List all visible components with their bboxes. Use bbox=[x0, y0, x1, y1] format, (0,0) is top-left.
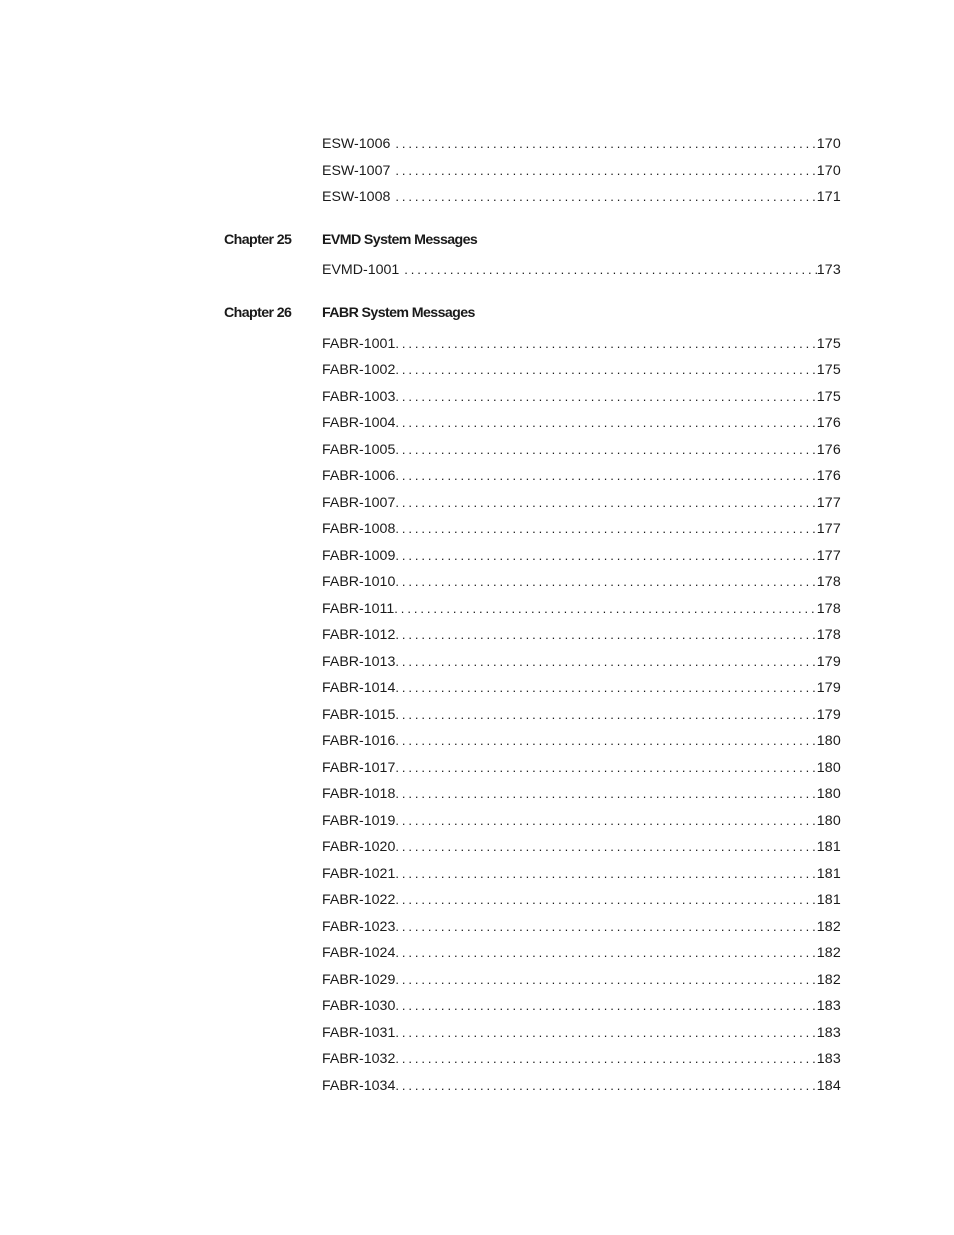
toc-entry[interactable] bbox=[322, 599, 841, 619]
toc-entry-label: EVMD-1001 bbox=[322, 262, 400, 278]
toc-entry-page: 180 bbox=[816, 813, 841, 829]
toc-entry-page: 175 bbox=[816, 362, 841, 378]
toc-entry[interactable] bbox=[322, 1049, 841, 1069]
dot-leader bbox=[395, 705, 816, 725]
dot-leader bbox=[395, 360, 816, 380]
toc-entry[interactable] bbox=[322, 705, 841, 725]
toc-entry-page: 176 bbox=[816, 442, 841, 458]
toc-entry-label: FABR-1017 bbox=[322, 760, 396, 776]
toc-entry-page: 183 bbox=[816, 1025, 841, 1041]
toc-entry-page: 175 bbox=[816, 336, 841, 352]
dot-leader bbox=[395, 387, 816, 407]
toc-entry-label: FABR-1034 bbox=[322, 1078, 396, 1094]
toc-entry-page: 180 bbox=[816, 786, 841, 802]
dot-leader bbox=[395, 334, 816, 354]
toc-entry[interactable] bbox=[322, 943, 841, 963]
toc-entry-label: FABR-1032 bbox=[322, 1051, 396, 1067]
toc-entry-label: FABR-1031 bbox=[322, 1025, 396, 1041]
toc-entry-label: FABR-1030 bbox=[322, 998, 396, 1014]
dot-leader bbox=[395, 784, 816, 804]
toc-entry-page: 176 bbox=[816, 468, 841, 484]
toc-entry[interactable] bbox=[322, 678, 841, 698]
dot-leader bbox=[395, 134, 816, 154]
toc-entry[interactable] bbox=[322, 334, 841, 354]
toc-entry-page: 173 bbox=[816, 262, 841, 278]
toc-entry-page: 180 bbox=[816, 760, 841, 776]
dot-leader bbox=[395, 890, 816, 910]
dot-leader bbox=[395, 864, 816, 884]
dot-leader bbox=[395, 161, 816, 181]
dot-leader bbox=[395, 996, 816, 1016]
dot-leader bbox=[395, 837, 816, 857]
toc-entry[interactable] bbox=[322, 837, 841, 857]
toc-entry[interactable] bbox=[322, 161, 841, 181]
toc-entry[interactable] bbox=[322, 546, 841, 566]
chapter-title[interactable]: FABR System Messages bbox=[322, 305, 475, 321]
toc-entry[interactable] bbox=[322, 134, 841, 154]
toc-entry-label: ESW-1008 bbox=[322, 189, 391, 205]
toc-entry[interactable] bbox=[322, 413, 841, 433]
toc-entry[interactable] bbox=[322, 466, 841, 486]
toc-entry-label: FABR-1011 bbox=[322, 601, 395, 617]
toc-entry[interactable] bbox=[322, 519, 841, 539]
toc-entry-page: 178 bbox=[816, 627, 841, 643]
toc-entry[interactable] bbox=[322, 731, 841, 751]
dot-leader bbox=[395, 943, 816, 963]
toc-entry[interactable] bbox=[322, 493, 841, 513]
toc-entry-page: 170 bbox=[816, 136, 841, 152]
toc-entry-label: FABR-1020 bbox=[322, 839, 396, 855]
toc-entry-page: 184 bbox=[816, 1078, 841, 1094]
toc-entry[interactable] bbox=[322, 572, 841, 592]
dot-leader bbox=[395, 678, 816, 698]
toc-entry-page: 182 bbox=[816, 972, 841, 988]
toc-entry-page: 182 bbox=[816, 919, 841, 935]
toc-entry[interactable] bbox=[322, 260, 841, 280]
toc-entry-label: FABR-1029 bbox=[322, 972, 396, 988]
toc-entry-page: 176 bbox=[816, 415, 841, 431]
chapter-number: Chapter 26 bbox=[224, 305, 292, 321]
dot-leader bbox=[395, 1049, 816, 1069]
toc-entry[interactable] bbox=[322, 917, 841, 937]
toc-entry[interactable] bbox=[322, 1023, 841, 1043]
toc-entry-label: FABR-1012 bbox=[322, 627, 396, 643]
chapter-title[interactable]: EVMD System Messages bbox=[322, 232, 478, 248]
toc-entry[interactable] bbox=[322, 440, 841, 460]
toc-entry-label: FABR-1019 bbox=[322, 813, 396, 829]
toc-entry-page: 177 bbox=[816, 548, 841, 564]
toc-entry[interactable] bbox=[322, 864, 841, 884]
dot-leader bbox=[404, 260, 816, 280]
toc-entry[interactable] bbox=[322, 625, 841, 645]
toc-entry-label: FABR-1024 bbox=[322, 945, 396, 961]
toc-entry-page: 170 bbox=[816, 163, 841, 179]
dot-leader bbox=[394, 599, 816, 619]
dot-leader bbox=[395, 493, 816, 513]
dot-leader bbox=[395, 466, 816, 486]
toc-entry-page: 179 bbox=[816, 654, 841, 670]
toc-entry-page: 180 bbox=[816, 733, 841, 749]
toc-entry-page: 178 bbox=[816, 574, 841, 590]
dot-leader bbox=[395, 413, 816, 433]
toc-entry-page: 171 bbox=[816, 189, 841, 205]
toc-entry-label: FABR-1010 bbox=[322, 574, 396, 590]
toc-entry[interactable] bbox=[322, 652, 841, 672]
toc-entry-page: 181 bbox=[816, 892, 841, 908]
dot-leader bbox=[395, 519, 816, 539]
toc-entry[interactable] bbox=[322, 784, 841, 804]
toc-entry[interactable] bbox=[322, 360, 841, 380]
toc-entry-page: 179 bbox=[816, 680, 841, 696]
toc-entry[interactable] bbox=[322, 970, 841, 990]
dot-leader bbox=[395, 731, 816, 751]
toc-entry-label: FABR-1016 bbox=[322, 733, 396, 749]
toc-entry-label: FABR-1001 bbox=[322, 336, 396, 352]
toc-entry-page: 182 bbox=[816, 945, 841, 961]
dot-leader bbox=[395, 187, 816, 207]
toc-entry-page: 181 bbox=[816, 839, 841, 855]
toc-entry-label: FABR-1008 bbox=[322, 521, 396, 537]
toc-entry-label: FABR-1007 bbox=[322, 495, 396, 511]
toc-entry-label: FABR-1015 bbox=[322, 707, 396, 723]
chapter-number: Chapter 25 bbox=[224, 232, 292, 248]
dot-leader bbox=[395, 572, 816, 592]
dot-leader bbox=[395, 440, 816, 460]
dot-leader bbox=[395, 970, 816, 990]
dot-leader bbox=[395, 758, 816, 778]
toc-entry-label: FABR-1022 bbox=[322, 892, 396, 908]
toc-entry-label: FABR-1021 bbox=[322, 866, 396, 882]
toc-entry-label: FABR-1009 bbox=[322, 548, 396, 564]
toc-entry-page: 179 bbox=[816, 707, 841, 723]
toc-entry-label: FABR-1023 bbox=[322, 919, 396, 935]
toc-entry-page: 183 bbox=[816, 998, 841, 1014]
dot-leader bbox=[395, 1076, 816, 1096]
toc-entry-label: FABR-1005 bbox=[322, 442, 396, 458]
toc-entry-label: FABR-1003 bbox=[322, 389, 396, 405]
toc-entry-label: ESW-1007 bbox=[322, 163, 391, 179]
toc-entry-label: FABR-1014 bbox=[322, 680, 396, 696]
toc-entry[interactable] bbox=[322, 890, 841, 910]
toc-entry-page: 178 bbox=[816, 601, 841, 617]
dot-leader bbox=[395, 546, 816, 566]
toc-entry-label: FABR-1004 bbox=[322, 415, 396, 431]
dot-leader bbox=[395, 652, 816, 672]
toc-entry[interactable] bbox=[322, 811, 841, 831]
dot-leader bbox=[395, 811, 816, 831]
dot-leader bbox=[395, 625, 816, 645]
toc-entry-label: FABR-1006 bbox=[322, 468, 396, 484]
toc-entry[interactable] bbox=[322, 996, 841, 1016]
toc-entry-page: 177 bbox=[816, 521, 841, 537]
toc-entry-page: 175 bbox=[816, 389, 841, 405]
toc-entry-page: 177 bbox=[816, 495, 841, 511]
toc-entry-label: FABR-1002 bbox=[322, 362, 396, 378]
toc-entry-page: 183 bbox=[816, 1051, 841, 1067]
toc-entry[interactable] bbox=[322, 758, 841, 778]
dot-leader bbox=[395, 917, 816, 937]
toc-entry-label: FABR-1013 bbox=[322, 654, 396, 670]
dot-leader bbox=[395, 1023, 816, 1043]
toc-entry[interactable] bbox=[322, 1076, 841, 1096]
toc-entry-label: ESW-1006 bbox=[322, 136, 391, 152]
toc-entry[interactable] bbox=[322, 387, 841, 407]
toc-entry-page: 181 bbox=[816, 866, 841, 882]
toc-entry-label: FABR-1018 bbox=[322, 786, 396, 802]
toc-entry[interactable] bbox=[322, 187, 841, 207]
